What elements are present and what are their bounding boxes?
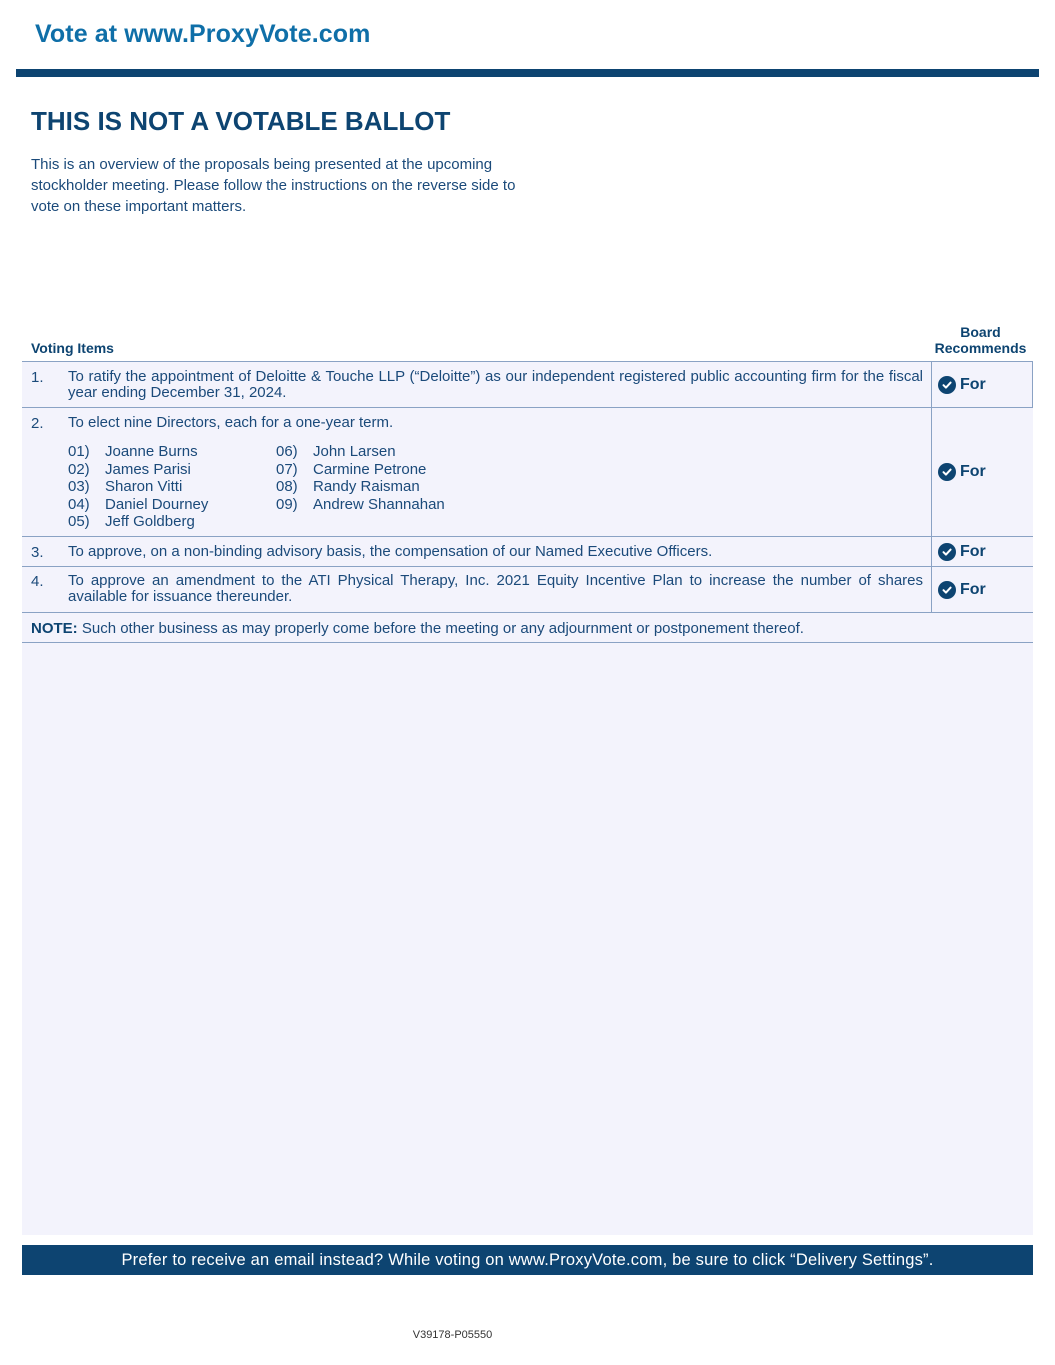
item-number: 3. <box>31 544 44 561</box>
header-divider <box>16 69 1039 77</box>
item-text: To ratify the appointment of Deloitte & Touche LLP (“Deloitte”) as our independent registered public accounting firm for the fiscal year ending December 31, 2024. <box>68 368 923 401</box>
note-body: Such other business as may properly come before the meeting or any adjournment or postponement thereof. <box>81 620 804 637</box>
board-label-line2: Recommends <box>934 340 1027 356</box>
item-number: 2. <box>31 415 44 432</box>
director-item: 08) Randy Raisman <box>276 478 420 495</box>
note-text <box>31 620 804 637</box>
item-text: To elect nine Directors, each for a one-year term. <box>68 414 394 431</box>
director-item: 01) Joanne Burns <box>68 443 198 460</box>
recommendation-label: For <box>960 462 986 480</box>
board-recommendation <box>931 537 1033 566</box>
vote-at-proxyvote-link[interactable]: Vote at www.ProxyVote.com <box>35 20 371 48</box>
director-item: 06) John Larsen <box>276 443 396 460</box>
director-item: 09) Andrew Shannahan <box>276 495 445 513</box>
voting-items-heading: Voting Items <box>31 340 114 356</box>
note-label: NOTE: <box>31 620 78 637</box>
board-recommendation <box>931 407 1033 536</box>
checkmark-circle-icon <box>938 543 956 561</box>
voting-item-row <box>22 537 1033 567</box>
voting-item-row <box>22 567 1033 613</box>
recommendation-label: For <box>960 542 986 560</box>
checkmark-circle-icon <box>938 463 956 481</box>
recommendation-label: For <box>960 375 986 393</box>
board-recommendation <box>931 567 1033 612</box>
director-item: 02) James Parisi <box>68 460 191 478</box>
voting-item-row <box>22 361 1033 408</box>
director-item: 04) Daniel Dourney <box>68 495 209 513</box>
email-delivery-banner: Prefer to receive an email instead? While voting on www.ProxyVote.com, be sure to click “Delivery Settings”. <box>22 1245 1033 1275</box>
document-code: V39178-P05550 <box>412 1329 493 1341</box>
recommendation-label: For <box>960 580 986 598</box>
board-recommends-heading <box>928 324 1033 356</box>
director-item: 05) Jeff Goldberg <box>68 513 195 530</box>
item-text: To approve an amendment to the ATI Physical Therapy, Inc. 2021 Equity Incentive Plan to increase the number of shares available for issuance thereunder. <box>68 572 923 605</box>
board-recommendation <box>931 362 1033 407</box>
director-item: 07) Carmine Petrone <box>276 460 427 478</box>
item-number: 1. <box>31 369 44 386</box>
note-row <box>22 613 1033 643</box>
checkmark-circle-icon <box>938 376 956 394</box>
intro-paragraph: This is an overview of the proposals being presented at the upcoming stockholder meeting. Please follow the instructions on the reverse side to vote on these important matters. <box>31 156 516 215</box>
page-title: THIS IS NOT A VOTABLE BALLOT <box>31 106 451 136</box>
voting-item-row <box>22 407 1033 537</box>
item-text: To approve, on a non-binding advisory basis, the compensation of our Named Executive Officers. <box>68 543 713 560</box>
checkmark-circle-icon <box>938 581 956 599</box>
director-list-col2 <box>276 443 445 513</box>
director-item: 03) Sharon Vitti <box>68 478 183 495</box>
director-list-col1 <box>68 443 208 531</box>
item-number: 4. <box>31 573 44 590</box>
board-label-line1: Board <box>960 324 1001 340</box>
